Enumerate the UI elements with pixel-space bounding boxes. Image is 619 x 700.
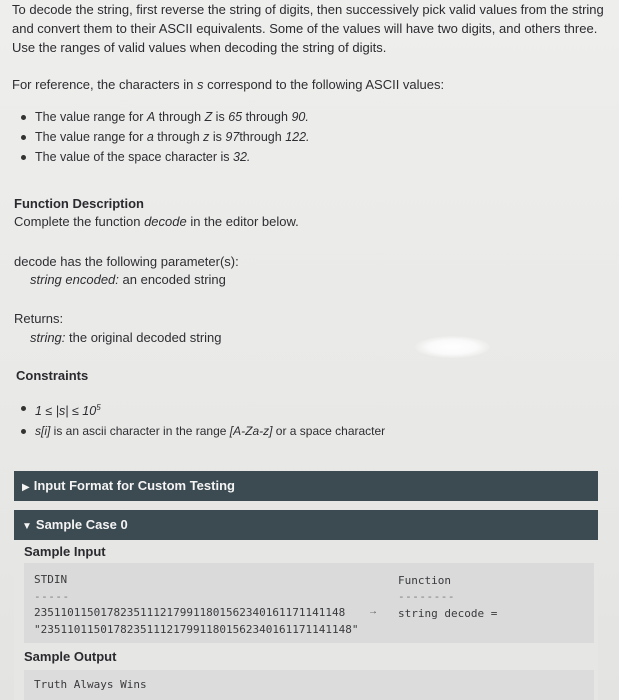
- screen-glare: [415, 336, 490, 358]
- sample-input-title: Sample Input: [24, 544, 106, 559]
- reference-text: [12, 76, 602, 94]
- reference-before: For reference, the characters in: [12, 77, 197, 92]
- input-format-section-toggle[interactable]: [14, 471, 598, 501]
- constraints-list: [20, 398, 580, 441]
- returns-item: string: the original decoded string: [30, 330, 222, 345]
- constraints-title: Constraints: [16, 368, 89, 383]
- intro-paragraph: To decode the string, first reverse the string of digits, then successively pick valid values from the string and convert them to their ASCII equivalents. Some of the values will have two digits, and others three. Use the ranges of valid values when decoding the string of digits.: [12, 2, 604, 55]
- sample-input-quoted-line: "23511011501782351112179911801562340161171141148": [34, 623, 359, 636]
- reference-var: s: [196, 77, 204, 92]
- stdin-divider: -----: [34, 590, 70, 603]
- ascii-range-list: [20, 107, 580, 167]
- sample-case-section-toggle[interactable]: [14, 510, 598, 540]
- function-label: Function: [398, 574, 451, 587]
- stdin-label: STDIN: [34, 573, 68, 586]
- input-format-label: Input Format for Custom Testing: [33, 478, 235, 493]
- function-divider: --------: [398, 590, 455, 603]
- sample-output-value: Truth Always Wins: [34, 678, 147, 691]
- returns-title: Returns:: [14, 311, 64, 326]
- list-item: The value range for a through z is 97through 122.: [20, 127, 580, 147]
- arrow-right-icon: →: [368, 606, 378, 617]
- triangle-down-icon: ▼: [22, 521, 32, 532]
- function-description-text: Complete the function decode in the editor below.: [14, 214, 299, 229]
- parameters-title: decode has the following parameter(s):: [14, 254, 239, 269]
- list-item: s[i] is an ascii character in the range [A-Za-z] or a space character: [20, 421, 580, 441]
- parameter-item: string encoded: an encoded string: [30, 272, 226, 287]
- sample-input-line: 23511011501782351112179911801562340161171141148: [34, 606, 346, 619]
- triangle-right-icon: ▶: [22, 482, 30, 493]
- list-item: The value of the space character is 32.: [20, 147, 580, 167]
- function-parameter-line: string decode =: [398, 607, 498, 620]
- sample-output-title: Sample Output: [24, 649, 117, 664]
- list-item: The value range for A through Z is 65 through 90.: [20, 107, 580, 127]
- sample-case-label: Sample Case 0: [35, 517, 128, 532]
- function-description-title: Function Description: [14, 196, 144, 211]
- reference-after: correspond to the following ASCII values:: [203, 77, 445, 92]
- list-item: $1 \le |s| \le 10^5$: [20, 398, 580, 421]
